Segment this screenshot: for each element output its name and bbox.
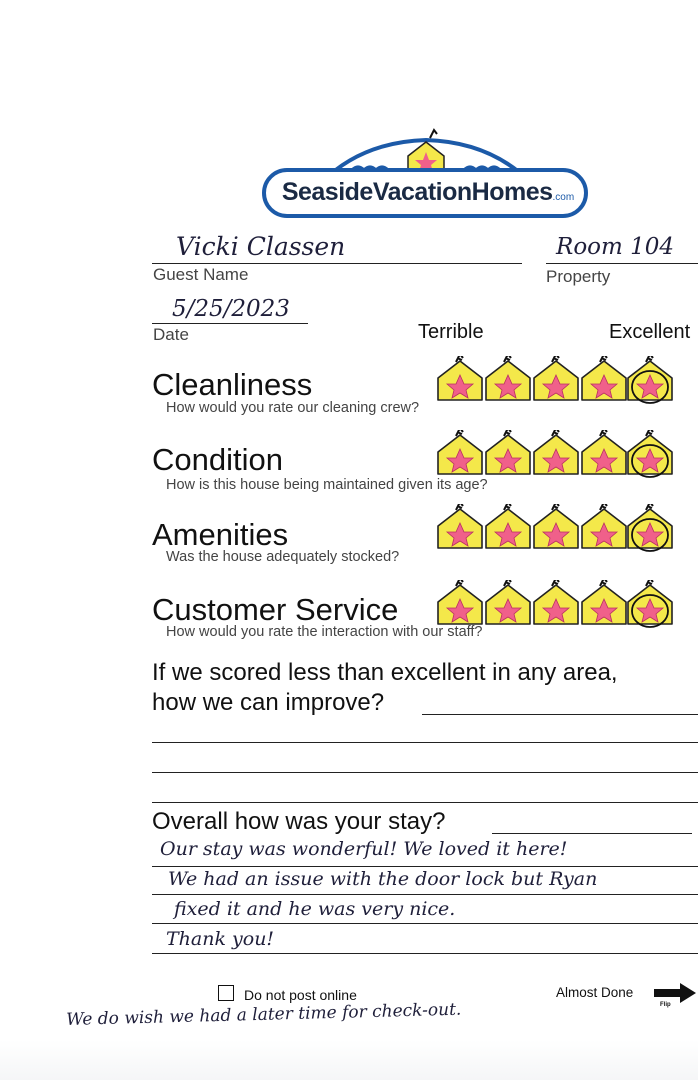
handwritten-note: We do wish we had a later time for check-out. bbox=[66, 999, 462, 1030]
guest-name-label: Guest Name bbox=[153, 265, 249, 284]
improve-answer-line[interactable] bbox=[152, 802, 698, 803]
overall-prompt: Overall how was your stay? bbox=[152, 808, 446, 835]
category-title: Condition bbox=[152, 442, 283, 477]
category-question: How is this house being maintained given its age? bbox=[166, 477, 488, 493]
arrow-right-icon[interactable] bbox=[652, 982, 698, 1004]
overall-answer-line[interactable] bbox=[152, 894, 698, 895]
improve-prompt-line1: If we scored less than excellent in any area, bbox=[152, 659, 618, 686]
overall-answer-2: We had an issue with the door lock but Ryan bbox=[168, 868, 598, 890]
category-title: Cleanliness bbox=[152, 367, 313, 402]
category-question: Was the house adequately stocked? bbox=[166, 549, 400, 565]
star-rating-customer-service[interactable] bbox=[436, 580, 676, 630]
category-title: Amenities bbox=[152, 517, 289, 552]
property-value: Room 104 bbox=[556, 234, 675, 260]
category-title: Customer Service bbox=[152, 592, 399, 627]
star-rating-cleanliness[interactable] bbox=[436, 356, 676, 406]
category-question: How would you rate our cleaning crew? bbox=[166, 400, 420, 416]
logo bbox=[262, 122, 590, 222]
overall-answer-line[interactable] bbox=[152, 953, 698, 954]
date-line bbox=[152, 323, 308, 324]
logo-suffix: .com bbox=[552, 192, 575, 203]
overall-answer-line[interactable] bbox=[152, 866, 698, 867]
category-question: How would you rate the interaction with our staff? bbox=[166, 624, 483, 640]
do-not-post-label: Do not post online bbox=[244, 987, 357, 1003]
bottom-scan-edge bbox=[0, 1040, 698, 1080]
property-label: Property bbox=[546, 267, 611, 286]
improve-prompt-line2: how we can improve? bbox=[152, 689, 385, 716]
star-rating-amenities[interactable] bbox=[436, 504, 676, 554]
overall-answer-4: Thank you! bbox=[166, 928, 275, 950]
do-not-post-checkbox[interactable] bbox=[218, 985, 234, 1001]
improve-answer-line[interactable] bbox=[152, 772, 698, 773]
overall-answer-line[interactable] bbox=[152, 923, 698, 924]
logo-house-icon bbox=[262, 122, 590, 222]
scale-low-label: Terrible bbox=[418, 321, 484, 343]
scale-high-label: Excellent bbox=[609, 321, 691, 343]
flip-label: Flip bbox=[660, 1002, 671, 1008]
guest-name-line bbox=[152, 263, 522, 264]
almost-done-label: Almost Done bbox=[556, 985, 634, 1000]
logo-brand: SeasideVacationHomes bbox=[281, 178, 553, 206]
star-rating-condition[interactable] bbox=[436, 430, 676, 480]
date-label: Date bbox=[153, 325, 189, 344]
overall-answer-3: fixed it and he was very nice. bbox=[174, 898, 456, 920]
improve-answer-line[interactable] bbox=[152, 742, 698, 743]
overall-answer-1: Our stay was wonderful! We loved it here! bbox=[160, 838, 568, 860]
improve-answer-line[interactable] bbox=[422, 714, 698, 715]
date-value: 5/25/2023 bbox=[172, 296, 290, 322]
property-line bbox=[546, 263, 698, 264]
overall-answer-line[interactable] bbox=[492, 833, 692, 834]
guest-name-value: Vicki Classen bbox=[176, 232, 346, 261]
